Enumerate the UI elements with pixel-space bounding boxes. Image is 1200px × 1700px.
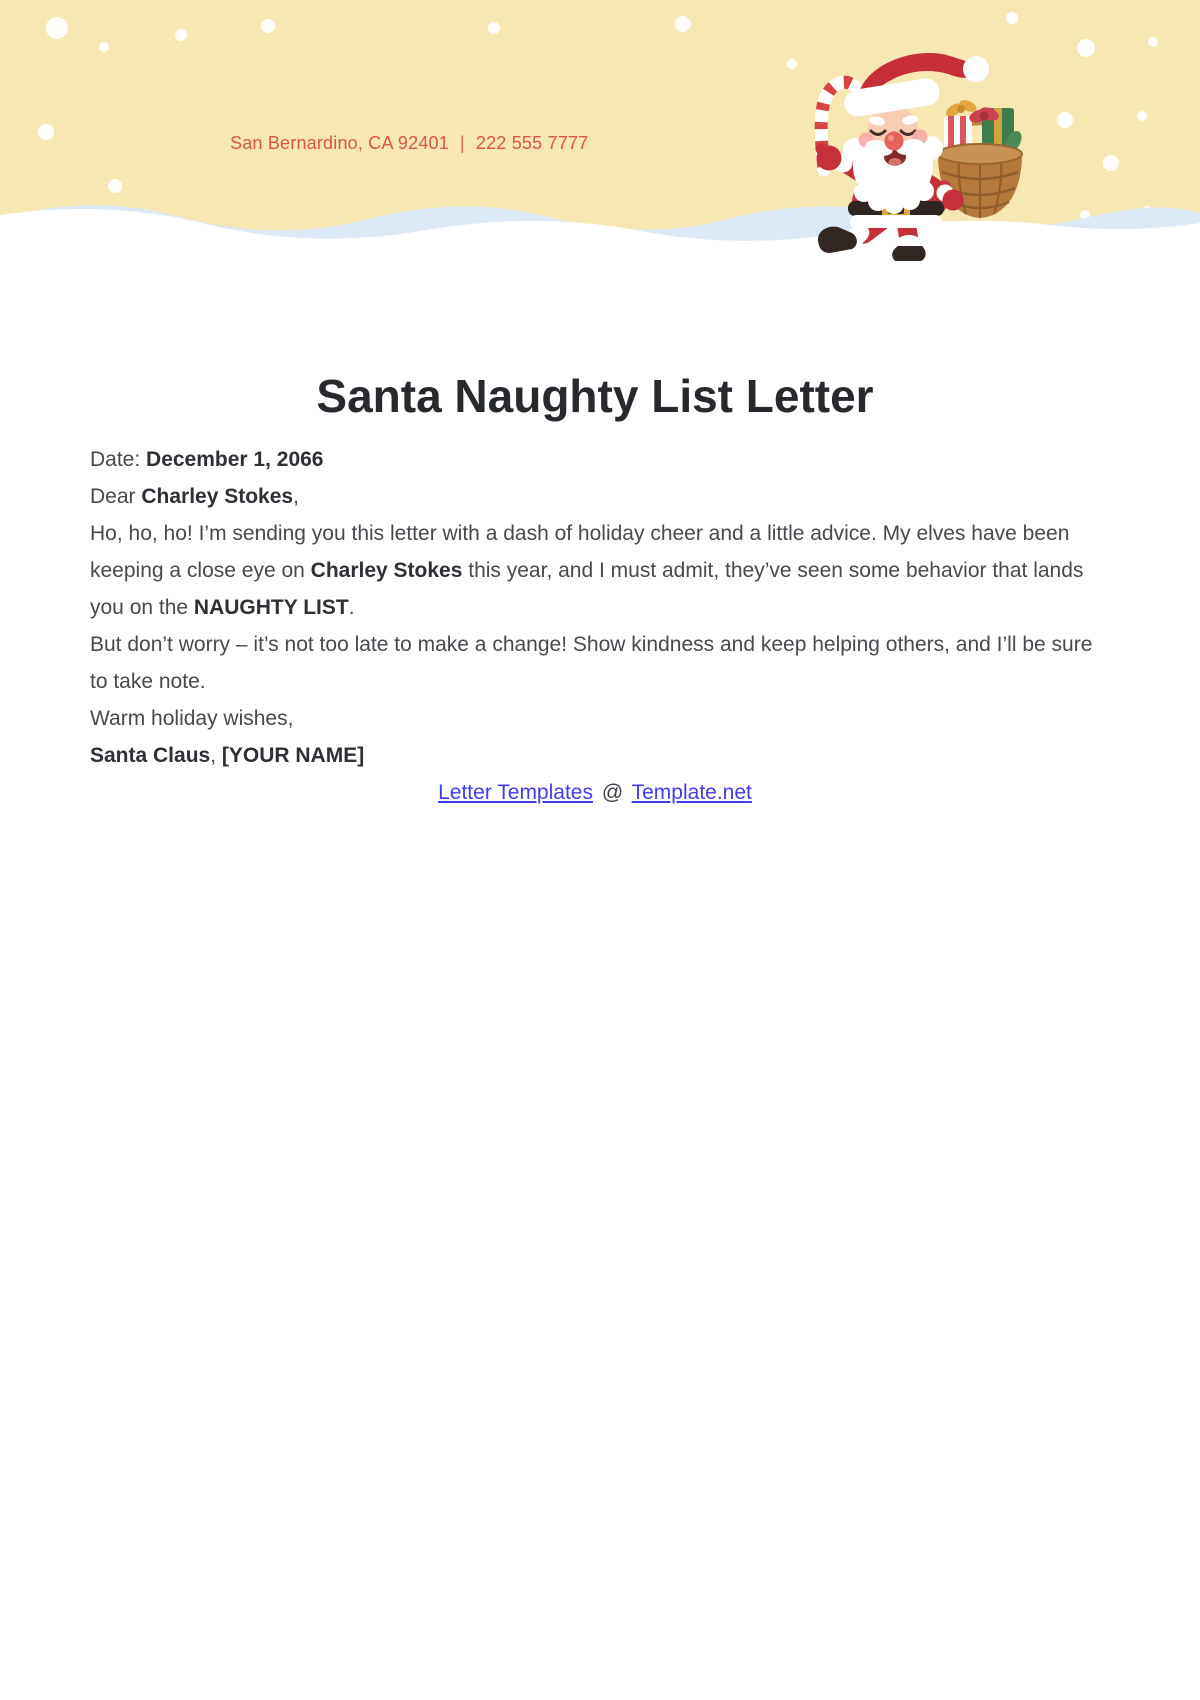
salutation-line: Dear Charley Stokes, xyxy=(90,485,299,508)
snowflake-dot xyxy=(261,19,275,33)
address-separator: | xyxy=(459,133,465,153)
santa-illustration xyxy=(742,44,1022,264)
page-title: Santa Naughty List Letter xyxy=(316,370,874,422)
at-symbol: @ xyxy=(601,781,624,804)
header-banner xyxy=(0,0,1200,255)
snowflake-dot xyxy=(1103,155,1119,171)
snowflake-dot xyxy=(175,29,187,41)
snowflake-dot xyxy=(1077,39,1095,57)
footer-attribution xyxy=(90,774,1100,811)
template-net-link[interactable]: Template.net xyxy=(631,781,752,804)
snowflake-dot xyxy=(99,42,109,52)
address-text: San Bernardino, CA 92401 xyxy=(230,133,449,153)
paragraph-2: But don’t worry – it’s not too late to make a change! Show kindness and keep helping others, and I’ll be sure to take note. xyxy=(90,633,1093,693)
letter-content xyxy=(0,371,1200,811)
snowflake-dot xyxy=(1057,112,1073,128)
contact-address-line xyxy=(230,133,588,153)
letter-templates-link[interactable]: Letter Templates xyxy=(438,781,593,804)
date-line: Date: December 1, 2066 xyxy=(90,448,324,471)
snowflake-dot xyxy=(675,16,691,32)
phone-text: 222 555 7777 xyxy=(475,133,589,153)
snowflake-dot xyxy=(1148,37,1158,47)
snowflake-dot xyxy=(38,124,54,140)
snowflake-dot xyxy=(488,22,500,34)
snowflake-dot xyxy=(46,17,68,39)
snowflake-dot xyxy=(1137,111,1147,121)
signature-line: Santa Claus, [YOUR NAME] xyxy=(90,744,365,767)
closing-line: Warm holiday wishes, xyxy=(90,707,294,730)
snowflake-dot xyxy=(1006,12,1018,24)
paragraph-1: Ho, ho, ho! I’m sending you this letter with a dash of holiday cheer and a little advice. My elves have been keeping a close eye on Charley Stokes this year, and I must admit, they’ve seen some behavior that lands you on the NAUGHTY LIST. xyxy=(90,522,1084,619)
